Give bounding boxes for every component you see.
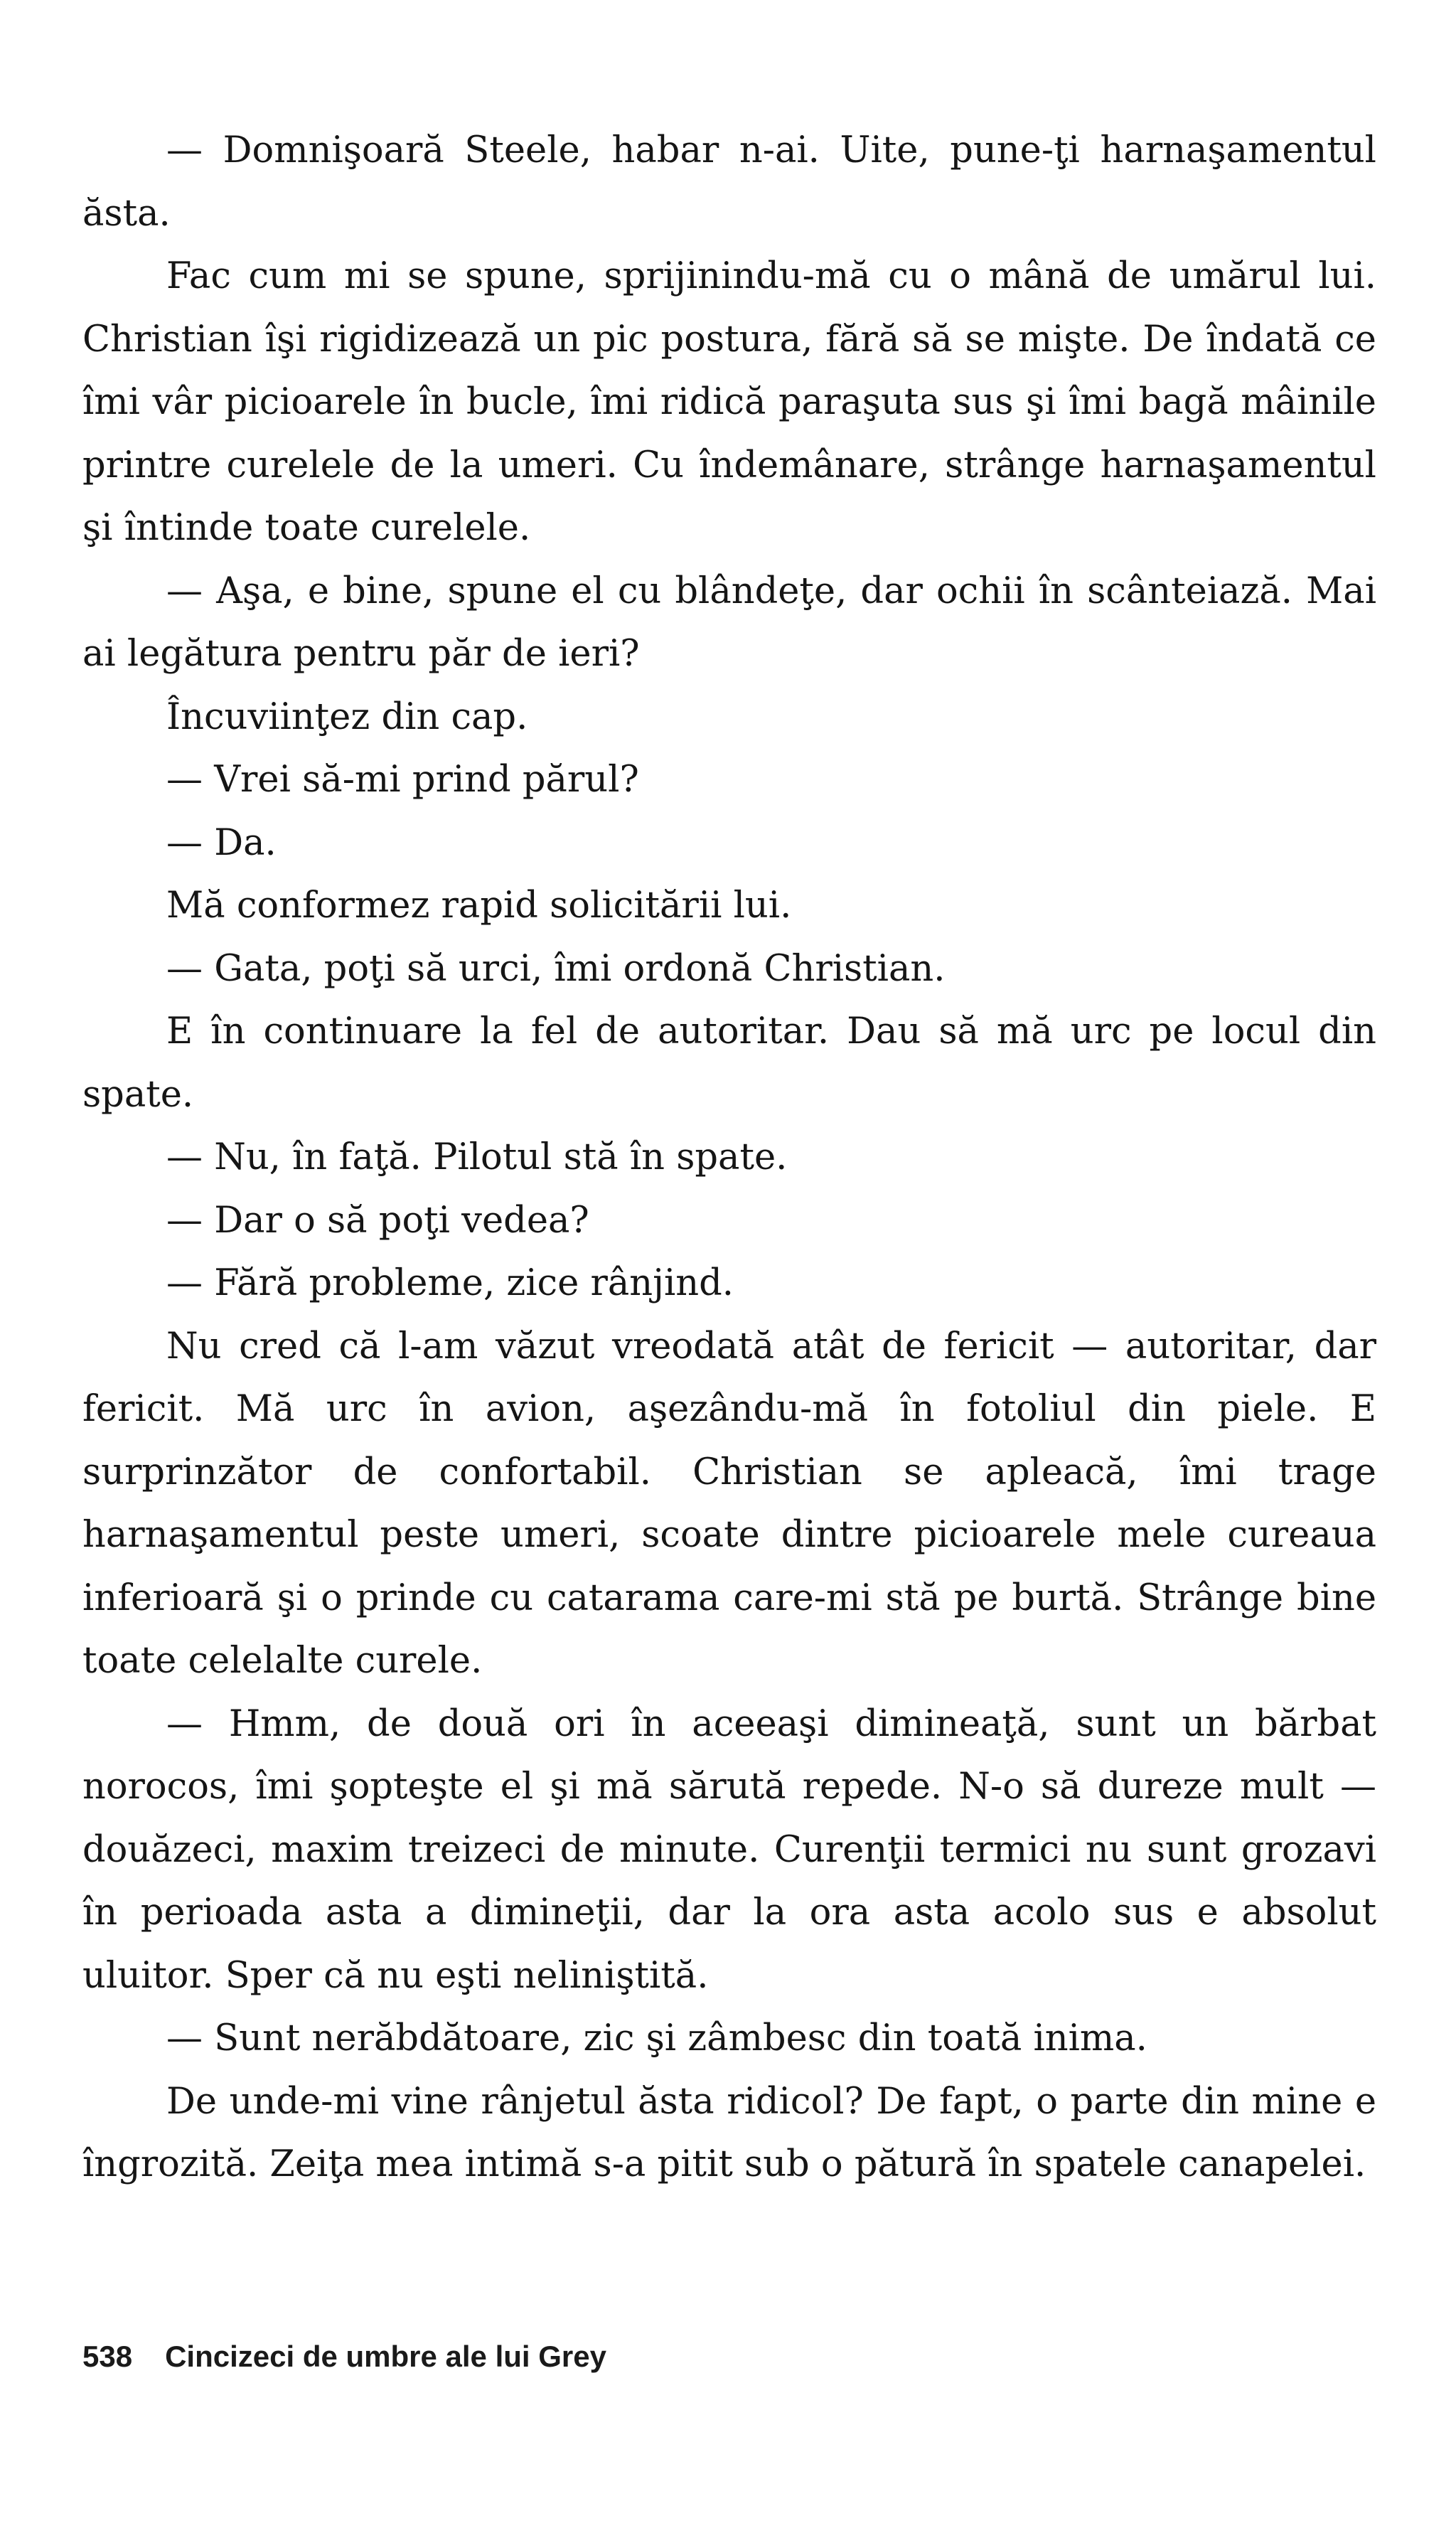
paragraph-9: E în continuare la fel de autoritar. Dau să mă urc pe locul din spate. bbox=[82, 1011, 1376, 1116]
paragraph-14: — Hmm, de două ori în aceeaşi dimineaţă, sunt un bărbat norocos, îmi şopteşte el şi mă sărută repede. N-o să dureze mult — douăzeci, maxim treizeci de minute. Curenţii termici nu sunt grozavi în perioada asta a dimineţii, dar la ora asta acolo sus e absolut uluitor. Sper că nu eşti neliniştită. bbox=[82, 1702, 1376, 1997]
paragraph-16: De unde-mi vine rânjetul ăsta ridicol? De fapt, o parte din mine e îngrozită. Zeiţa mea intimă s-a pitit sub o pătură în spatele canapelei. bbox=[82, 2080, 1376, 2185]
page-footer bbox=[82, 2340, 606, 2382]
paragraph-1: — Domnişoară Steele, habar n-ai. Uite, pune-ţi harnaşamentul ăsta. bbox=[82, 129, 1376, 235]
paragraph-6: — Da. bbox=[166, 821, 277, 864]
paragraph-11: — Dar o să poţi vedea? bbox=[166, 1199, 589, 1242]
paragraph-3: — Aşa, e bine, spune el cu blândeţe, dar ochii în scânteiază. Mai ai legătura pentru păr de ieri? bbox=[82, 570, 1376, 675]
paragraph-10: — Nu, în faţă. Pilotul stă în spate. bbox=[166, 1136, 788, 1178]
paragraph-2: Fac cum mi se spune, sprijinindu-mă cu o mână de umărul lui. Christian îşi rigidizează un pic postura, fără să se mişte. De îndată ce îmi vâr picioarele în bucle, îmi ridică paraşuta sus şi îmi bagă mâinile printre curelele de la umeri. Cu îndemânare, strânge harnaşamentul şi întinde toate curelele. bbox=[82, 255, 1376, 549]
page-number: 538 bbox=[82, 2340, 133, 2373]
paragraph-12: — Fără probleme, zice rânjind. bbox=[166, 1262, 734, 1304]
running-title: Cincizeci de umbre ale lui Grey bbox=[165, 2340, 606, 2373]
paragraph-5: — Vrei să-mi prind părul? bbox=[166, 759, 639, 801]
page-body-text bbox=[82, 119, 1376, 2197]
paragraph-4: Încuviinţez din cap. bbox=[166, 695, 528, 738]
paragraph-15: — Sunt nerăbdătoare, zic şi zâmbesc din toată inima. bbox=[166, 2017, 1147, 2059]
paragraph-13: Nu cred că l-am văzut vreodată atât de fericit — autoritar, dar fericit. Mă urc în avion, aşezându-mă în fotoliul din piele. E surprinzător de confortabil. Christian se apleacă, îmi trage harnaşamentul peste umeri, scoate dintre picioarele mele cureaua inferioară şi o prinde cu catarama care-mi stă pe burtă. Strânge bine toate celelalte curele. bbox=[82, 1325, 1376, 1682]
paragraph-7: Mă conformez rapid solicitării lui. bbox=[166, 885, 792, 927]
paragraph-8: — Gata, poţi să urci, îmi ordonă Christian. bbox=[166, 947, 946, 990]
